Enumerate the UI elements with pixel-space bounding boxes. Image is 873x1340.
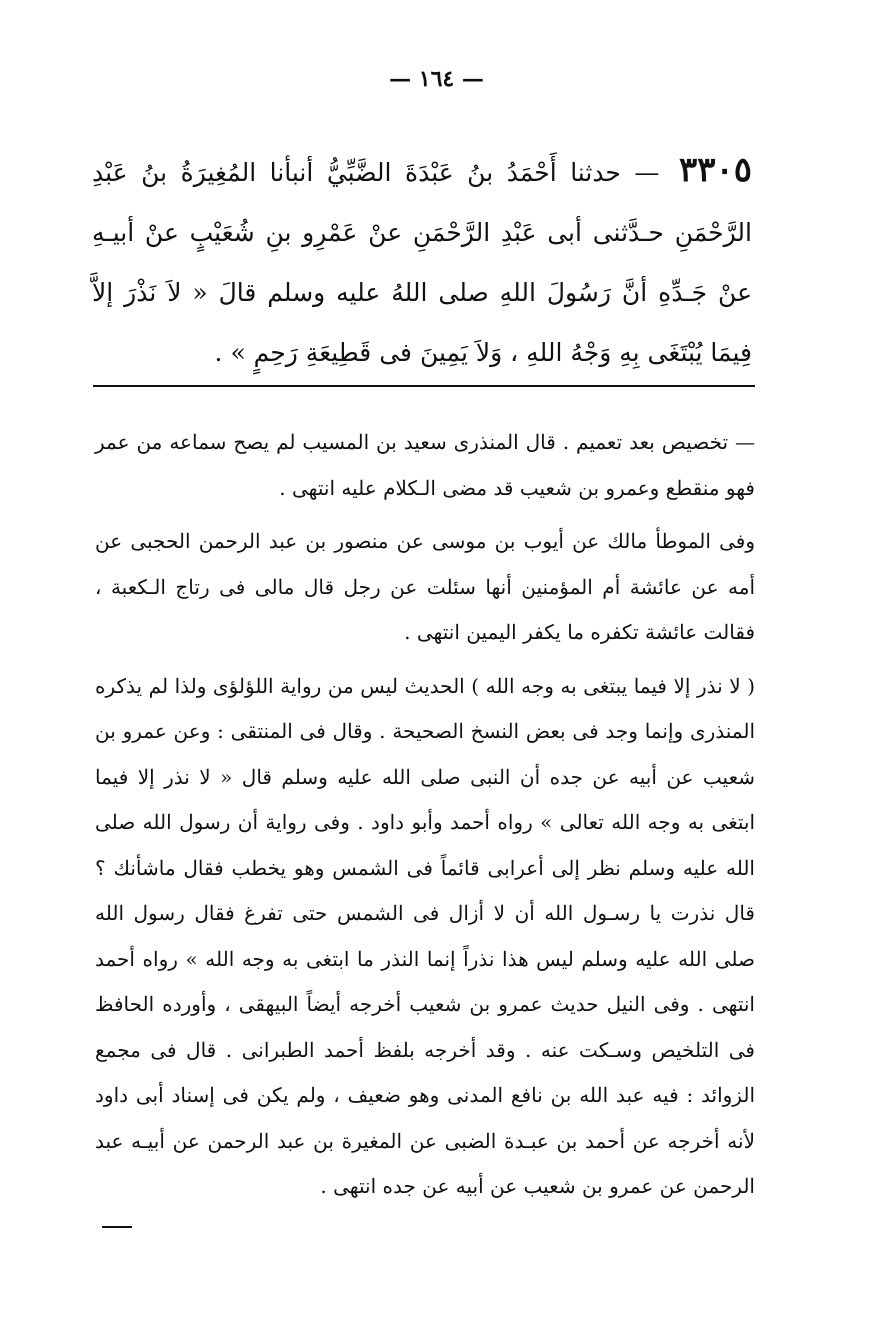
page-number: — ١٦٤ — (389, 66, 484, 92)
commentary-block (95, 420, 755, 1218)
commentary-paragraph: — تخصيص بعد تعميم . قال المنذرى سعيد بن المسيب لم يصح سماعه من عمر فهو منقطع وعمرو بن شعيب قد مضى الـكلام عليه انتهى . (95, 430, 755, 500)
hadith-number: ٣٣٠٥ (678, 150, 752, 190)
commentary-paragraph: وفى الموطأ مالك عن أيوب بن موسى عن منصور بن عبد الرحمن الحجبى عن أمه عن عائشة أم المؤمنين أنها سئلت عن رجل قال مالى فى رتاج الـكعبة ، فقالت عائشة تكفره ما يكفر اليمين انتهى . (95, 529, 755, 644)
footnote-divider (93, 385, 755, 387)
hadith-block (92, 140, 752, 383)
end-dash (102, 1226, 132, 1228)
hadith-text: — حدثنا أَحْمَدُ بنُ عَبْدَةَ الضَّبِّيُّ أنبأنا المُغِيرَةُ بنُ عَبْدِ الرَّحْمَنِ حـدَّثنى أبى عَبْدِ الرَّحْمَنِ عنْ عَمْرِو بنِ شُعَيْبٍ عنْ أبيـهِ عنْ جَـدِّهِ أنَّ رَسُولَ اللهِ صلى اللهُ عليه وسلم قالَ « لاَ نَذْرَ إلاَّ فِيمَا يُبْتَغَى بِهِ وَجْهُ اللهِ ، وَلاَ يَمِينَ فى قَطِيعَةِ رَحِمٍ » . (92, 158, 752, 367)
commentary-paragraph: ( لا نذر إلا فيما يبتغى به وجه الله ) الحديث ليس من رواية اللؤلؤى ولذا لم يذكره المنذرى وإنما وجد فى بعض النسخ الصحيحة . وقال فى المنتقى : وعن عمرو بن شعيب عن أبيه عن جده أن النبى صلى الله عليه وسلم قال « لا نذر إلا فيما ابتغى به وجه الله تعالى » رواه أحمد وأبو داود . وفى رواية أن رسول الله صلى الله عليه وسلم نظر إلى أعرابى قائماً فى الشمس وهو يخطب فقال ماشأنك ؟ قال نذرت يا رسـول الله أن لا أزال فى الشمس حتى تفرغ فقال رسول الله صلى الله عليه وسلم ليس هذا نذراً إنما النذر ما ابتغى به وجه الله » رواه أحمد انتهى . وفى النيل حديث عمرو بن شعيب أخرجه أيضاً البيهقى ، وأورده الحافظ فى التلخيص وسـكت عنه . وقد أخرجه بلفظ أحمد الطبرانى . قال فى مجمع الزوائد : فيه عبد الله بن نافع المدنى وهو ضعيف ، ولم يكن فى إسناد أبى داود لأنه أخرجه عن أحمد بن عبـدة الضبى عن المغيرة بن عبد الرحمن عن أبيـه عبد الرحمن عن عمرو بن شعيب عن أبيه عن جده انتهى . (95, 673, 755, 1198)
